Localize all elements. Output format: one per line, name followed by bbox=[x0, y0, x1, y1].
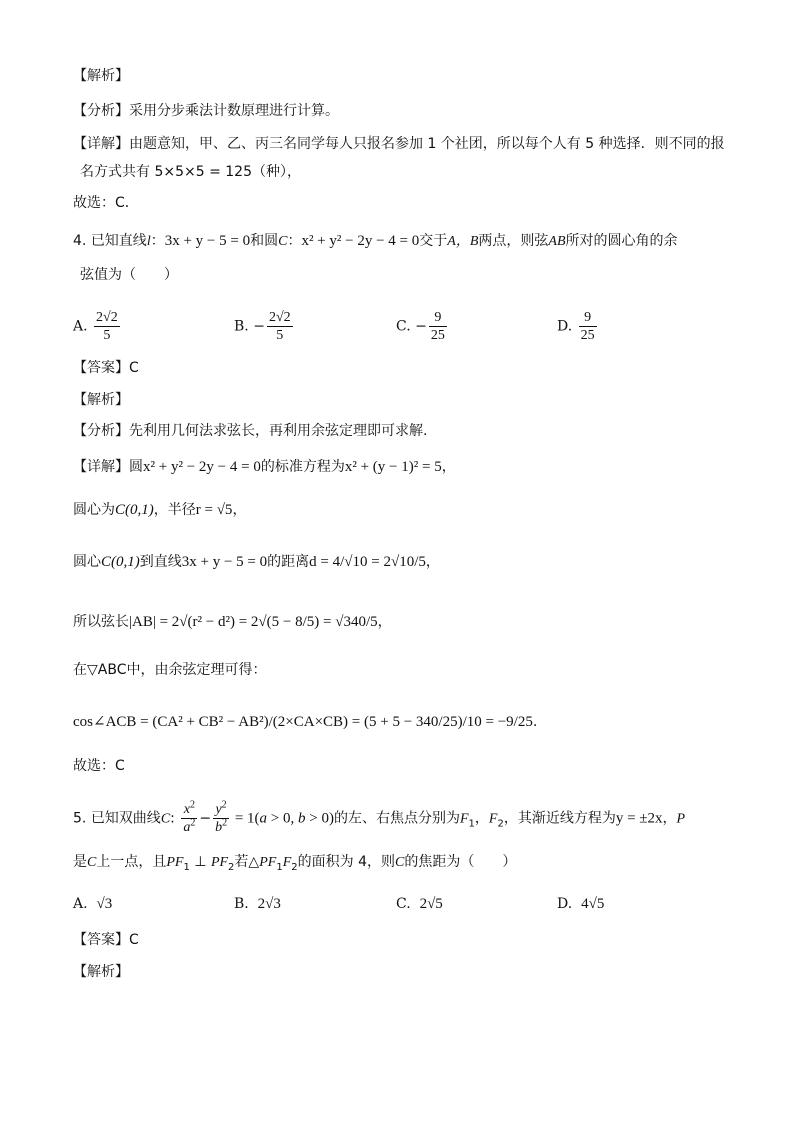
q4-option-c: C. − $\frac{9}{25}$ bbox=[396, 310, 445, 343]
q4-distance-line: 圆心C(0,1)到直线3x + y − 5 = 0的距离d = 4/√10 = 2√10/5， bbox=[73, 554, 440, 570]
q4-radius: r = √5 bbox=[195, 502, 233, 518]
section-analysis-label: 【解析】 bbox=[73, 68, 129, 84]
q5-option-a: A. √3 bbox=[73, 896, 113, 912]
q3-analysis: 【分析】采用分步乘法计数原理进行计算。 bbox=[73, 103, 339, 119]
q4-cosine-equation: cos∠ACB = (CA² + CB² − AB²)/(2×CA×CB) = (5 + 5 − 340/25)/10 = −9/25 bbox=[73, 714, 533, 730]
q5-option-b: B. 2√3 bbox=[234, 896, 281, 912]
q4-detail-line-1: 【详解】圆x² + y² − 2y − 4 = 0的标准方程为x² + (y − 1)² = 5， bbox=[73, 459, 456, 475]
q4-circle-equation: x² + y² − 2y − 4 = 0 bbox=[301, 233, 420, 249]
q4-center-line: 圆心为C(0,1)，半径r = √5， bbox=[73, 502, 247, 518]
q3-detail-line-2: 名方式共有 5×5×5 = 125（种）， bbox=[80, 164, 301, 180]
q5-option-d: D. 4√5 bbox=[557, 896, 605, 912]
q4-option-a: A. $\frac{2√2}{5}$ bbox=[73, 310, 118, 343]
q4-cosine-line: cos∠ACB = (CA² + CB² − AB²)/(2×CA×CB) = (5 + 5 − 340/25)/10 = −9/25. bbox=[73, 714, 538, 730]
q4-points: A，B bbox=[447, 234, 479, 249]
q4-stem-line-1: 4. 已知直线l：3x + y − 5 = 0和圆C：x² + y² − 2y − 4 = 0交于A，B两点，则弦AB所对的圆心角的余 bbox=[73, 233, 678, 249]
q4-standard-equation: x² + (y − 1)² = 5 bbox=[344, 459, 442, 475]
q5-analysis-label: 【解析】 bbox=[73, 964, 129, 980]
q4-number: 4. bbox=[73, 233, 91, 249]
q4-cosine-intro: 在▽ABC中，由余弦定理可得： bbox=[73, 662, 267, 678]
q3-choose: 故选：C． bbox=[73, 195, 139, 211]
q5-stem-line-2: 是C上一点，且$PF_1$ ⊥ $PF_2$若$\triangle PF_1F_2$的面积为 4，则C的焦距为（ ） bbox=[73, 854, 517, 873]
q4-chord: AB bbox=[548, 234, 566, 249]
q3-detail-line-1: 【详解】由题意知，甲、乙、丙三名同学每人只报名参加 1 个社团，所以每个人有 5 种选择．则不同的报 bbox=[73, 136, 725, 152]
q5-option-c: C. 2√5 bbox=[396, 896, 443, 912]
q4-distance-equation: d = 4/√10 = 2√10/5 bbox=[309, 554, 426, 570]
q4-chord-line: 所以弦长|AB| = 2√(r² − d²) = 2√(5 − 8/5) = √340/5， bbox=[73, 614, 392, 630]
q5-answer: 【答案】C bbox=[73, 932, 139, 948]
q4-center: C(0,1) bbox=[115, 502, 154, 518]
q4-option-b: B. − $\frac{2√2}{5}$ bbox=[234, 310, 291, 343]
q4-answer: 【答案】C bbox=[73, 360, 139, 376]
q4-line-equation: 3x + y − 5 = 0 bbox=[164, 233, 251, 249]
q4-option-d: D. $\frac{9}{25}$ bbox=[557, 310, 595, 343]
q4-analysis-label: 【解析】 bbox=[73, 392, 129, 408]
q4-analysis: 【分析】先利用几何法求弦长，再利用余弦定理即可求解. bbox=[73, 423, 428, 439]
q5-number: 5. bbox=[73, 810, 91, 827]
q4-chord-equation: |AB| = 2√(r² − d²) = 2√(5 − 8/5) = √340/5 bbox=[129, 614, 378, 630]
q4-choose: 故选：C bbox=[73, 758, 125, 774]
q5-asymptote: y = ±2x bbox=[615, 810, 663, 827]
q4-stem-line-2: 弦值为（ ） bbox=[80, 267, 178, 283]
q5-stem-line-1: 5. 已知双曲线C: $\frac{x^2}{a^2}$ − $\frac{y^2}{b^2}$ = 1(a > 0, b > 0)的左、右焦点分别为$F_1$，$F_2$，其渐近线方程为y = ±2x，P bbox=[73, 799, 686, 835]
